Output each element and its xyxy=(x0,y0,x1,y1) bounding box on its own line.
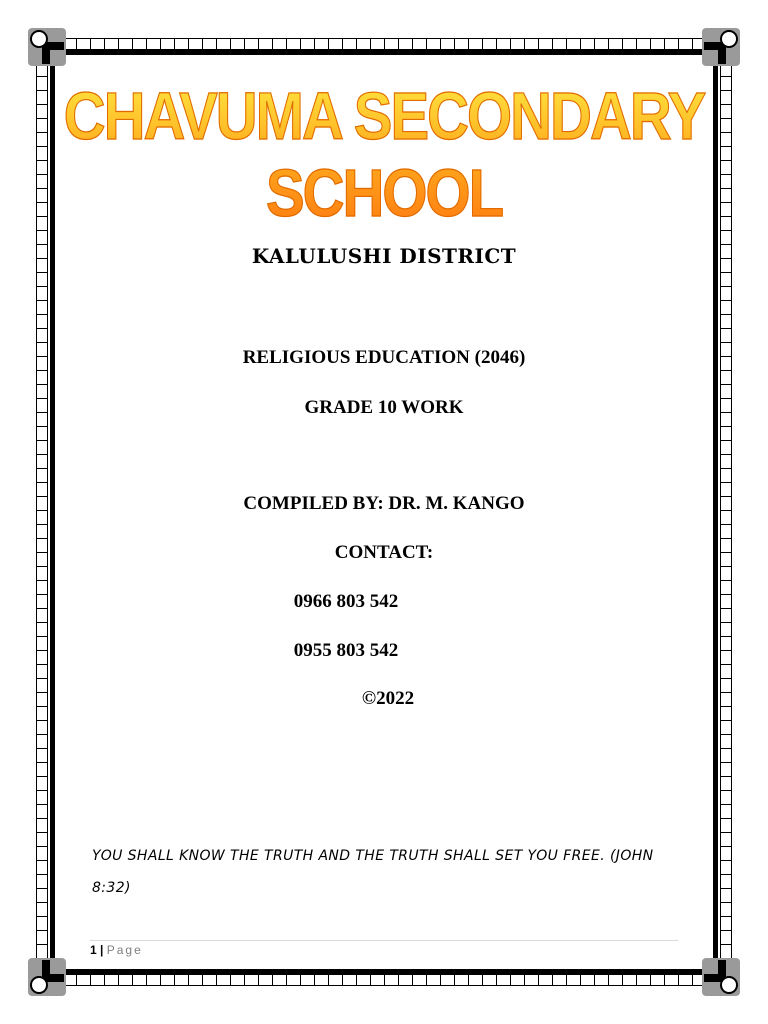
border-top xyxy=(48,38,720,50)
bible-verse-motto: YOU SHALL KNOW THE TRUTH AND THE TRUTH SHALL SET YOU FREE. (JOHN 8:32) xyxy=(92,848,654,896)
district-heading: KALULUSHI DISTRICT xyxy=(251,244,517,268)
corner-ornament-icon xyxy=(702,958,740,996)
grade-line: GRADE 10 WORK xyxy=(304,397,464,418)
page-number: 1 xyxy=(90,943,97,957)
phone-number-1: 0966 803 542 xyxy=(293,591,399,612)
corner-ornament-icon xyxy=(28,958,66,996)
corner-ornament-icon xyxy=(702,28,740,66)
corner-ornament-icon xyxy=(28,28,66,66)
compiled-by-line: COMPILED BY: DR. M. KANGO xyxy=(243,493,525,514)
border-bottom xyxy=(48,974,720,986)
phone-number-2: 0955 803 542 xyxy=(293,640,399,661)
page-label: Page xyxy=(106,943,143,957)
contact-label: CONTACT: xyxy=(334,542,434,563)
school-title: CHAVUMA SECONDARY SCHOOL xyxy=(0,78,768,232)
page-footer xyxy=(90,943,143,957)
footer-divider xyxy=(90,940,678,941)
footer-separator: | xyxy=(100,943,104,957)
subject-line: RELIGIOUS EDUCATION (2046) xyxy=(242,347,526,368)
copyright-line: ©2022 xyxy=(361,688,415,709)
